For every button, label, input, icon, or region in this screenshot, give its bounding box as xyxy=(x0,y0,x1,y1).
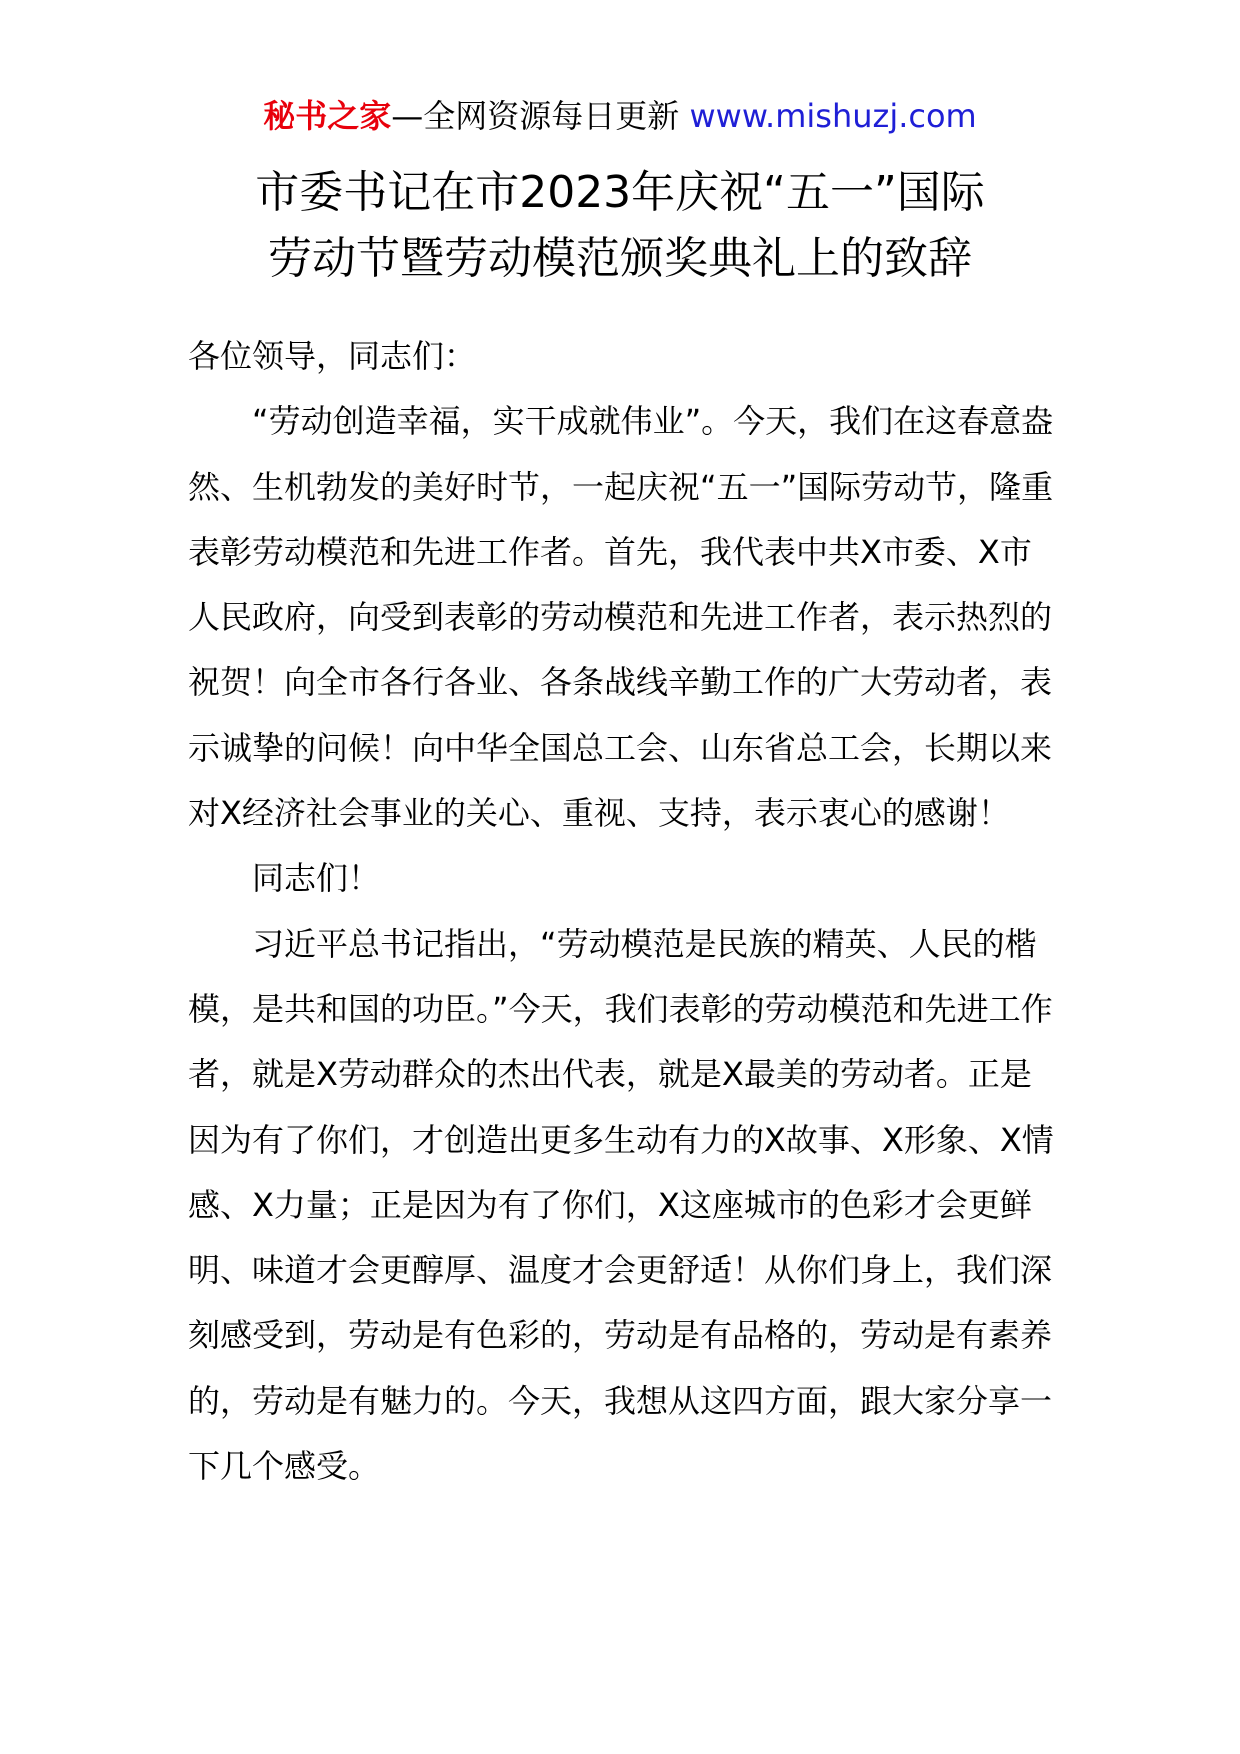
site-url-link[interactable]: www.mishuzj.com xyxy=(689,97,977,135)
title-line-1: 市委书记在市2023年庆祝“五一”国际 xyxy=(255,167,985,218)
paragraph-main: 习近平总书记指出，“劳动模范是民族的精英、人民的楷模，是共和国的功臣。”今天，我们表彰的劳动模范和先进工作者，就是X劳动群众的杰出代表，就是X最美的劳动者。正是因为有了你们，才创造出更多生动有力的X故事、X形象、X情感、X力量；正是因为有了你们，X这座城市的色彩才会更鲜明、味道才会更醇厚、温度才会更舒适！从你们身上，我们深刻感受到，劳动是有色彩的，劳动是有品格的，劳动是有素养的，劳动是有魅力的。今天，我想从这四方面，跟大家分享一下几个感受。 xyxy=(188,924,1054,1486)
site-header xyxy=(0,96,1240,136)
salutation: 各位领导，同志们： xyxy=(188,337,477,375)
title-line-2: 劳动节暨劳动模范颁奖典礼上的致辞 xyxy=(268,233,972,284)
document-body xyxy=(188,324,1056,1499)
paragraph-address: 同志们！ xyxy=(252,859,381,898)
brand-name: 秘书之家 xyxy=(263,97,392,135)
header-tagline: —全网资源每日更新 xyxy=(391,97,680,135)
paragraph-opening: “劳动创造幸福，实干成就伟业”。今天，我们在这春意盎然、生机勃发的美好时节，一起庆祝“五一”国际劳动节，隆重表彰劳动模范和先进工作者。首先，我代表中共X市委、X市人民政府，向受到表彰的劳动模范和先进工作者，表示热烈的祝贺！向全市各行各业、各条战线辛勤工作的广大劳动者，表示诚挚的问候！向中华全国总工会、山东省总工会，长期以来对X经济社会事业的关心、重视、支持，表示衷心的感谢！ xyxy=(188,402,1054,833)
document-title xyxy=(0,160,1240,292)
